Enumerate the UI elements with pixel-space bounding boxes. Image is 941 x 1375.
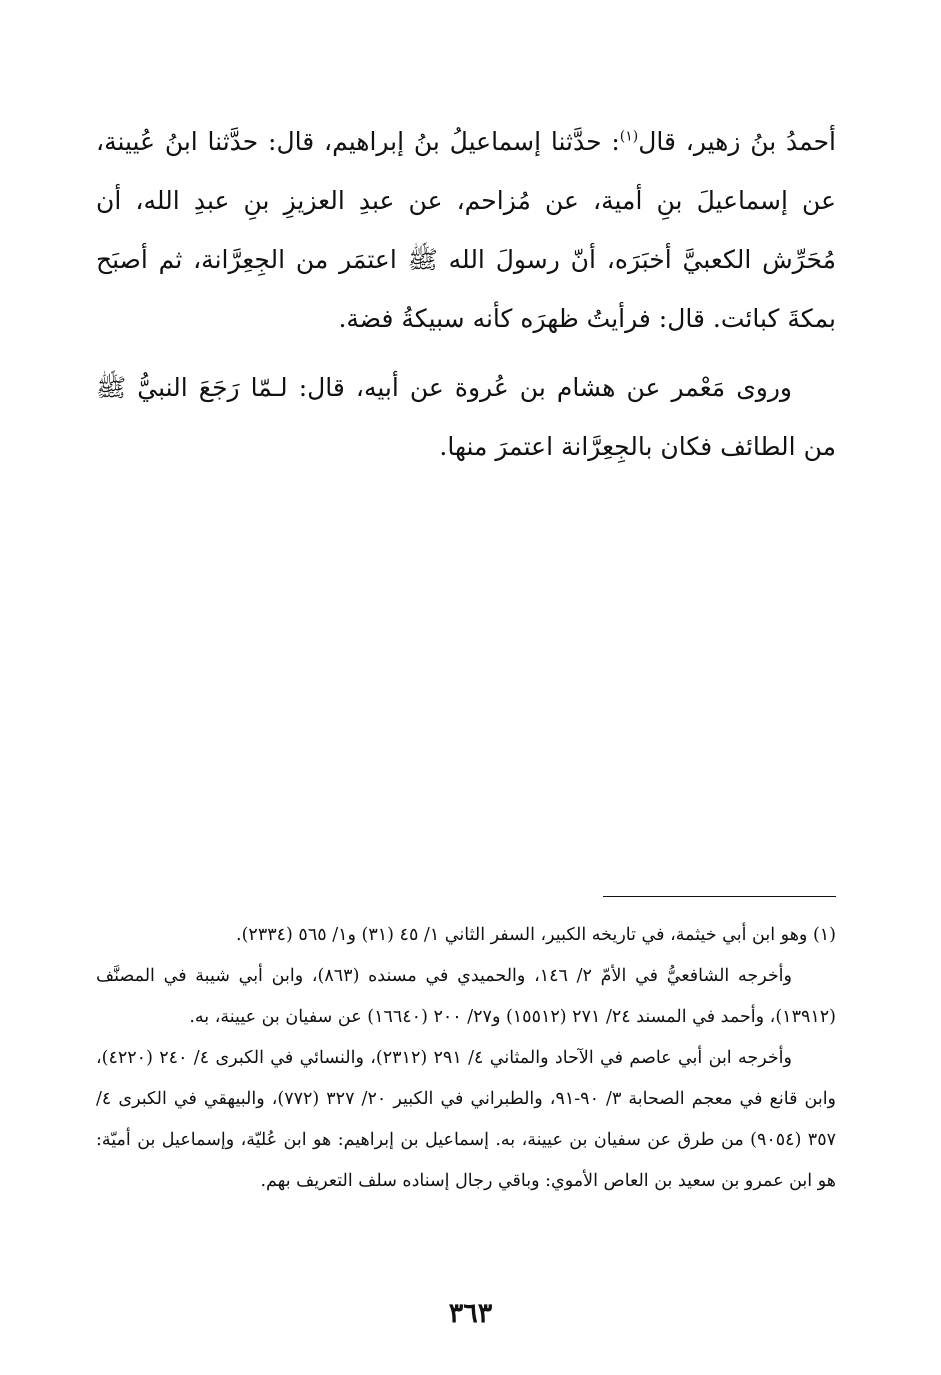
page-number: ٣٦٣ [448,1298,493,1329]
footnote-1-continued-a: وأخرجه الشافعيُّ في الأمّ ٢/ ١٤٦، والحميدي في مسنده (٨٦٣)، وابن أبي شيبة في المصنَّف (١٣٩١٢)، وأحمد في المسند ٢٤/ ٢٧١ (١٥٥١٢) و٢٧/ ٢٠٠ (١٦٦٤٠) عن سفيان بن عيينة، به. [96,966,836,1027]
main-paragraph-1 [96,112,836,348]
main-paragraph-2: وروى مَعْمر عن هشام بن عُروة عن أبيه، قال: لـمّا رَجَعَ النبيُّ ﷺ من الطائف فكان بالجِعِرَّانة اعتمرَ منها. [96,373,836,461]
paragraph-1-rest: : حدَّثنا إسماعيلُ بنُ إبراهيم، قال: حدَّثنا ابنُ عُيينة، عن إسماعيلَ بنِ أمية، عن مُزاحم، عن عبدِ العزيزِ بنِ عبدِ الله، أن مُحَرِّش الكعبيَّ أخبَرَه، أنّ رسولَ الله ﷺ اعتمَر من الجِعِرَّانة، ثم أصبَح بمكةَ كبائت. قال: فرأيتُ ظهرَه كأنه سبيكةُ فضة. [96,127,836,333]
footnote-marker[interactable]: (١) [619,128,639,145]
paragraph-1-start: أحمدُ بنُ زهير، قال [638,127,836,156]
footnote-separator [603,896,836,897]
footnotes-block [96,915,836,1202]
main-text-block [96,112,836,476]
footnote-1: (١) وهو ابن أبي خيثمة، في تاريخه الكبير، السفر الثاني ١/ ٤٥ (٣١) و١/ ٥٦٥ (٢٣٣٤). [236,925,836,945]
footnote-1-continued-b: وأخرجه ابن أبي عاصم في الآحاد والمثاني ٤/ ٢٩١ (٢٣١٢)، والنسائي في الكبرى ٤/ ٢٤٠ (٤٢٢٠)، وابن قانع في معجم الصحابة ٣/ ٩٠-٩١، والطبراني في الكبير ٢٠/ ٣٢٧ (٧٧٢)، والبيهقي في الكبرى ٤/ ٣٥٧ (٩٠٥٤) من طرق عن سفيان بن عيينة، به. إسماعيل بن إبراهيم: هو ابن عُليّة، وإسماعيل بن أميّة: هو ابن عمرو بن سعيد بن العاص الأموي: وباقي رجال إسناده سلف التعريف بهم. [96,1048,837,1191]
